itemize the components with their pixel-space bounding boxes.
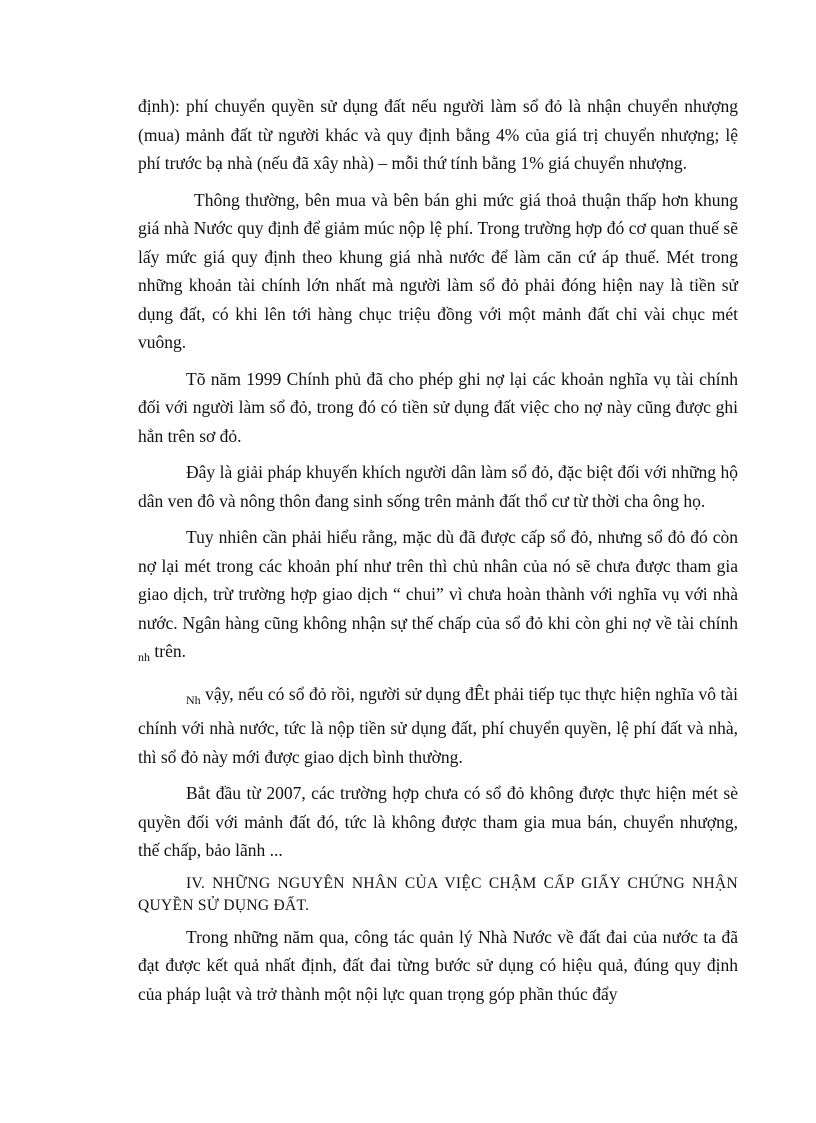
paragraph-incentive-solution: Đây là giải pháp khuyến khích người dân làm sổ đỏ, đặc biệt đối với những hộ dân ven đô và nông thôn đang sinh sống trên mảnh đất thổ cư từ thời cha ông họ. [138, 462, 738, 511]
paragraph-from-2007: Bắt đầu từ 2007, các trường hợp chưa có sổ đỏ không được thực hiện mét sè quyền đối với mảnh đất đó, tức là không được tham gia mua bán, chuyển nhượng, thế chấp, bảo lãnh ... [138, 783, 738, 860]
document-page [138, 92, 738, 1016]
paragraph-text: Tuy nhiên cần phải hiểu rằng, mặc dù đã được cấp sổ đỏ, nhưng sổ đỏ đó còn nợ lại mét trong các khoản phí như trên thì chủ nhân của nó sẽ chưa được tham gia giao dịch, trừ trường hợp giao dịch “ chui” vì chưa hoàn thành với nghĩa vụ với nhà nước. Ngân hàng cũng không nhận sự thế chấp của sổ đỏ khi còn ghi nợ về tài chính [138, 527, 738, 633]
paragraph-fees-continued: định): phí chuyển quyền sử dụng đất nếu người làm sổ đỏ là nhận chuyển nhượng (mua) mảnh đất từ người khác và quy định bằng 4% của giá trị chuyển nhượng; lệ phí trước bạ nhà (nếu đã xây nhà) – mỗi thứ tính bằng 1% giá chuyển nhượng. [138, 96, 738, 173]
paragraph-text-tail: trên. [150, 641, 186, 661]
subscript-fragment: nh [138, 650, 150, 664]
subscript-fragment: Nh [186, 692, 201, 707]
paragraph-debt-recording: Tõ năm 1999 Chính phủ đã cho phép ghi nợ lại các khoản nghĩa vụ tài chính đối với người làm sổ đỏ, trong đó có tiền sử dụng đất việc cho nợ này cũng được ghi hẳn trên sơ đỏ. [138, 368, 738, 446]
paragraph-price-declaration: Thông thường, bên mua và bên bán ghi mức giá thoả thuận thấp hơn khung giá nhà Nước quy định để giảm múc nộp lệ phí. Trong trường hợp đó cơ quan thuế sẽ lấy mức giá quy định theo khung giá nhà nước để làm căn cứ áp thuế. Mét trong những khoản tài chính lớn nhất mà người làm sổ đỏ phải đóng hiện nay là tiền sử dụng đất, có khi lên tới hàng chục triệu đồng với một mảnh đất chỉ vài chục mét vuông. [138, 189, 738, 352]
paragraph-transaction-restriction [138, 523, 738, 672]
section-heading: IV. NHỮNG NGUYÊN NHÂN CỦA VIỆC CHẬM CẤP GIẤY CHỨNG NHẬN QUYỀN SỬ DỤNG ĐẤT. [138, 874, 738, 914]
paragraph-land-management: Trong những năm qua, công tác quản lý Nhà Nước về đất đai của nước ta đã đạt được kết quả nhất định, đất đai từng bước sử dụng có hiệu quả, đúng quy định của pháp luật và trở thành một nội lực quan trọng góp phần thúc đẩy [138, 926, 738, 1004]
paragraph-text: vậy, nếu có sổ đỏ rồi, người sử dụng đÊt phải tiếp tục thực hiện nghĩa vô tài chính với nhà nước, tức là nộp tiền sử dụng đất, phí chuyển quyền, lệ phí đất và nhà, thì sổ đỏ này mới được giao dịch bình thường. [138, 683, 738, 767]
paragraph-financial-obligation [138, 680, 738, 772]
